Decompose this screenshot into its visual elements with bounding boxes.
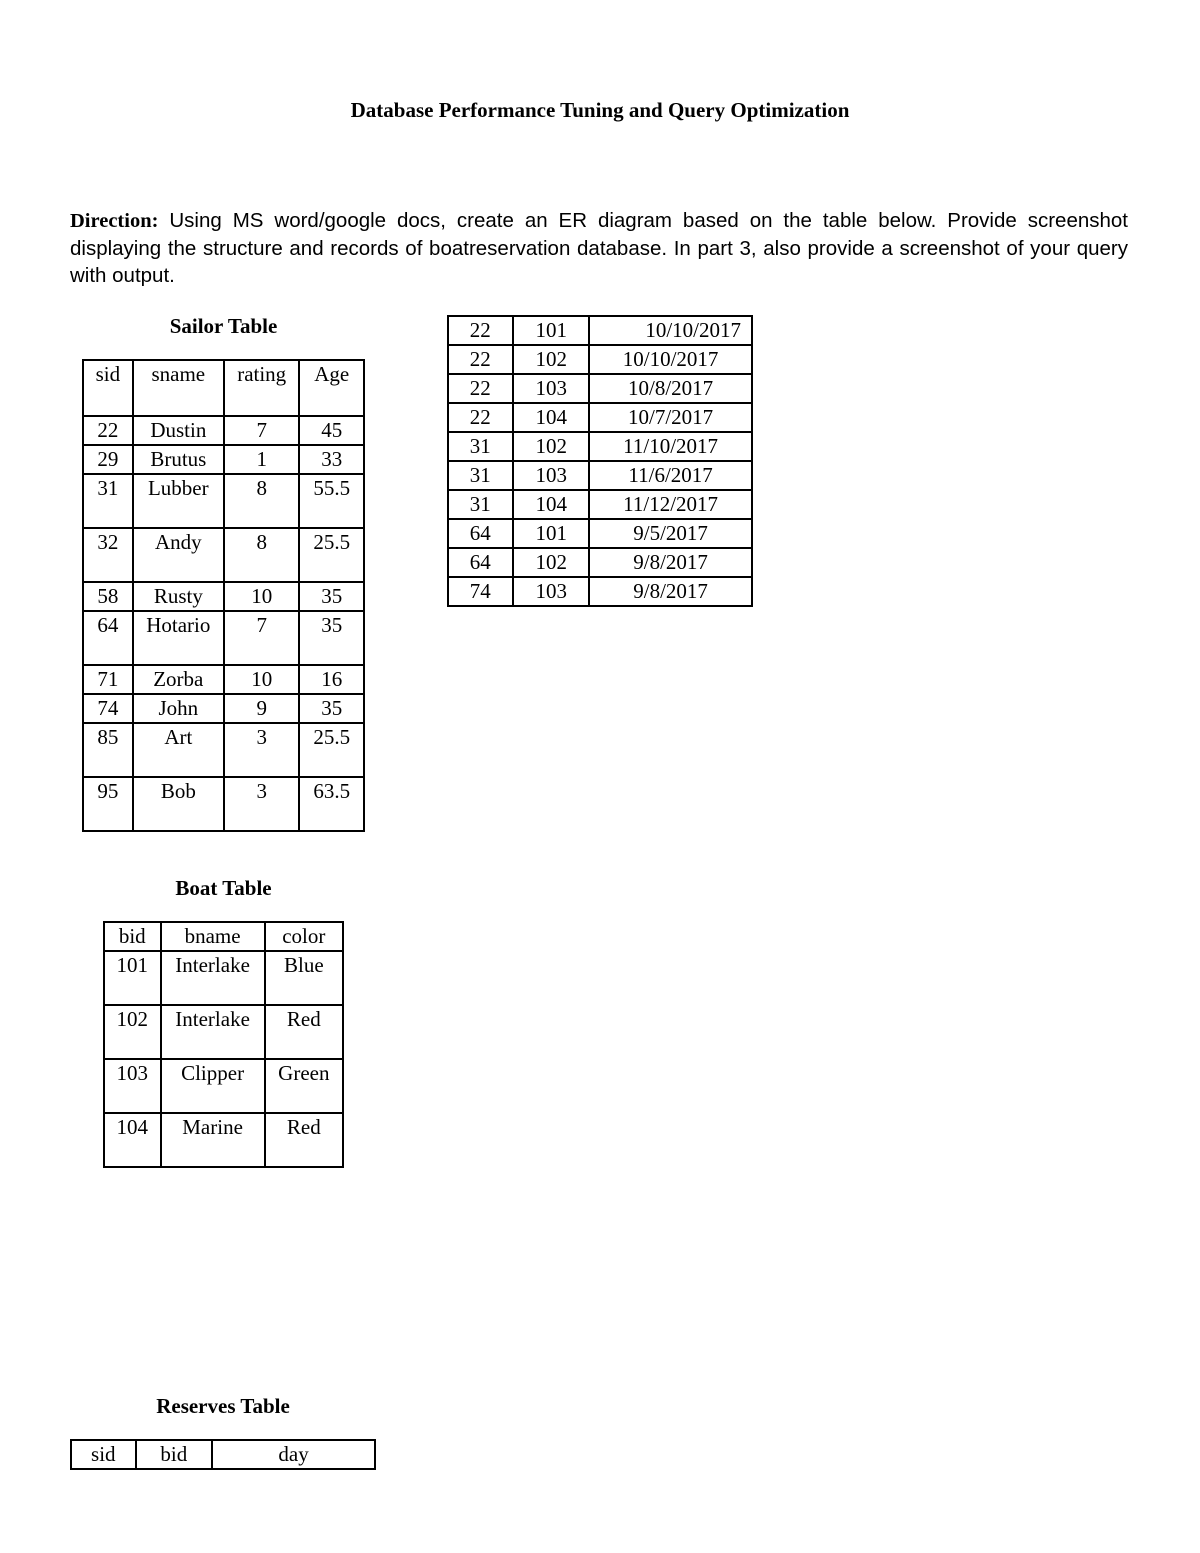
table-row (83, 665, 364, 694)
table-row (83, 528, 364, 582)
boat-table (103, 921, 344, 1168)
cell: 25.5 (299, 528, 364, 582)
cell: 55.5 (299, 474, 364, 528)
table-row (104, 1059, 343, 1113)
cell: 10/10/2017 (589, 316, 752, 345)
cell: 35 (299, 582, 364, 611)
cell: 102 (513, 548, 590, 577)
cell: 104 (513, 403, 590, 432)
cell: Rusty (133, 582, 224, 611)
cell: 45 (299, 416, 364, 445)
cell: 102 (513, 432, 590, 461)
reserves-table-title: Reserves Table (156, 1394, 290, 1418)
cell: 103 (513, 577, 590, 606)
cell: 29 (83, 445, 133, 474)
cell: Blue (265, 951, 343, 1005)
sailor-header-cell: rating (224, 360, 299, 416)
cell: 64 (448, 548, 513, 577)
cell: 9 (224, 694, 299, 723)
cell: 25.5 (299, 723, 364, 777)
table-row (104, 951, 343, 1005)
reserves-header-cell: sid (71, 1440, 136, 1469)
cell: Interlake (161, 951, 265, 1005)
boat-header-cell: bname (161, 922, 265, 951)
table-row (448, 519, 752, 548)
cell: Art (133, 723, 224, 777)
cell: 35 (299, 694, 364, 723)
reserves-table (70, 1439, 376, 1470)
reserves-header-row (71, 1440, 375, 1469)
cell: Red (265, 1113, 343, 1167)
cell: 35 (299, 611, 364, 665)
cell: 64 (83, 611, 133, 665)
table-row (83, 777, 364, 831)
boat-table-title: Boat Table (175, 876, 272, 900)
cell: 63.5 (299, 777, 364, 831)
cell: 11/12/2017 (589, 490, 752, 519)
cell: 102 (104, 1005, 161, 1059)
cell: Green (265, 1059, 343, 1113)
reserves-header-cell: day (212, 1440, 375, 1469)
cell: Red (265, 1005, 343, 1059)
table-row (448, 461, 752, 490)
cell: 8 (224, 528, 299, 582)
cell: 10 (224, 665, 299, 694)
table-row (83, 445, 364, 474)
table-row (83, 416, 364, 445)
cell: 10/8/2017 (589, 374, 752, 403)
cell: 85 (83, 723, 133, 777)
cell: 8 (224, 474, 299, 528)
cell: Andy (133, 528, 224, 582)
cell: 31 (448, 461, 513, 490)
cell: John (133, 694, 224, 723)
table-row (448, 490, 752, 519)
reserves-records-table (447, 315, 753, 607)
cell: 3 (224, 777, 299, 831)
table-row (83, 582, 364, 611)
cell: 71 (83, 665, 133, 694)
cell: 22 (448, 316, 513, 345)
table-row (83, 611, 364, 665)
cell: Lubber (133, 474, 224, 528)
cell: 22 (448, 345, 513, 374)
sailor-header-cell: sid (83, 360, 133, 416)
cell: 32 (83, 528, 133, 582)
direction-label: Direction: (70, 210, 159, 232)
cell: 103 (513, 374, 590, 403)
cell: 22 (448, 403, 513, 432)
cell: 102 (513, 345, 590, 374)
cell: 22 (448, 374, 513, 403)
direction-text: Using MS word/google docs, create an ER diagram based on the table below. Provide screenshot displaying the structure and records of boatreservation database. In part 3, also provide a screenshot of your query with output. (70, 209, 1128, 287)
sailor-table (82, 359, 365, 832)
cell: 1 (224, 445, 299, 474)
cell: 103 (513, 461, 590, 490)
boat-header-cell: bid (104, 922, 161, 951)
cell: 74 (83, 694, 133, 723)
table-row (448, 403, 752, 432)
cell: 33 (299, 445, 364, 474)
cell: 9/8/2017 (589, 548, 752, 577)
table-row (448, 345, 752, 374)
sailor-table-title: Sailor Table (169, 314, 278, 338)
cell: 31 (448, 490, 513, 519)
boat-header-cell: color (265, 922, 343, 951)
cell: 22 (83, 416, 133, 445)
cell: 31 (83, 474, 133, 528)
cell: 7 (224, 416, 299, 445)
cell: 31 (448, 432, 513, 461)
cell: 9/5/2017 (589, 519, 752, 548)
cell: 74 (448, 577, 513, 606)
cell: Zorba (133, 665, 224, 694)
cell: 10/10/2017 (589, 345, 752, 374)
cell: Marine (161, 1113, 265, 1167)
sailor-header-cell: Age (299, 360, 364, 416)
cell: 16 (299, 665, 364, 694)
reserves-header-cell: bid (136, 1440, 213, 1469)
cell: 95 (83, 777, 133, 831)
cell: Dustin (133, 416, 224, 445)
table-row (448, 577, 752, 606)
sailor-header-row (83, 360, 364, 416)
cell: Interlake (161, 1005, 265, 1059)
boat-header-row (104, 922, 343, 951)
table-row (83, 723, 364, 777)
table-row (104, 1113, 343, 1167)
cell: 101 (513, 519, 590, 548)
table-row (448, 548, 752, 577)
cell: 3 (224, 723, 299, 777)
table-row (448, 316, 752, 345)
cell: 104 (104, 1113, 161, 1167)
cell: 104 (513, 490, 590, 519)
cell: 7 (224, 611, 299, 665)
cell: Clipper (161, 1059, 265, 1113)
table-row (83, 474, 364, 528)
cell: Hotario (133, 611, 224, 665)
cell: 103 (104, 1059, 161, 1113)
cell: 64 (448, 519, 513, 548)
table-row (448, 374, 752, 403)
cell: 101 (104, 951, 161, 1005)
table-row (83, 694, 364, 723)
direction-paragraph (70, 207, 1128, 289)
cell: Brutus (133, 445, 224, 474)
cell: 10 (224, 582, 299, 611)
table-row (104, 1005, 343, 1059)
sailor-header-cell: sname (133, 360, 224, 416)
cell: 11/10/2017 (589, 432, 752, 461)
cell: 10/7/2017 (589, 403, 752, 432)
document-title: Database Performance Tuning and Query Optimization (350, 98, 850, 122)
cell: 58 (83, 582, 133, 611)
cell: 11/6/2017 (589, 461, 752, 490)
cell: 9/8/2017 (589, 577, 752, 606)
cell: Bob (133, 777, 224, 831)
table-row (448, 432, 752, 461)
cell: 101 (513, 316, 590, 345)
